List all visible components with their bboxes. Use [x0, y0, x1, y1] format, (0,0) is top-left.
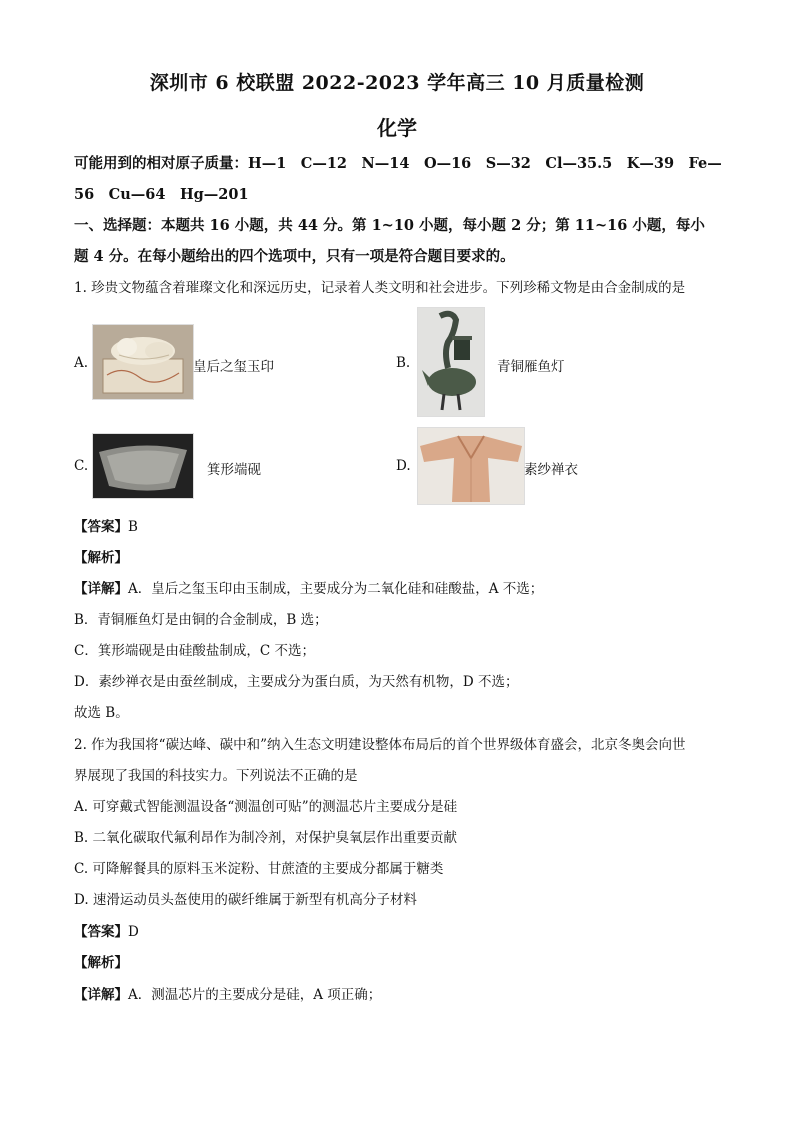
- q2-option-b: B. 二氧化碳取代氟利昂作为制冷剂，对保护臭氧层作出重要贡献: [74, 830, 458, 846]
- option-d-letter: D.: [396, 458, 411, 474]
- exam-title: 深圳市 6 校联盟 2022-2023 学年高三 10 月质量检测: [149, 72, 645, 94]
- option-d-label: 素纱禅衣: [524, 462, 578, 478]
- q2-answer-line: [74, 920, 734, 940]
- q2-explanation-a: [74, 983, 734, 1003]
- q2-option-d: D. 速滑运动员头盔使用的碳纤维属于新型有机高分子材料: [74, 892, 417, 908]
- q1-explanation-d: D．素纱禅衣是由蚕丝制成，主要成分为蛋白质，为天然有机物，D 不选；: [74, 674, 519, 690]
- q1-explanation-a-text: A．皇后之玺玉印由玉制成，主要成分为二氧化硅和硅酸盐，A 不选；: [128, 581, 544, 597]
- q1-explanation-a: [74, 577, 734, 597]
- q2-analysis-tag: 【解析】: [74, 955, 128, 971]
- q1-explanation-b: B．青铜雁鱼灯是由铜的合金制成，B 选；: [74, 612, 328, 628]
- section-heading-line-2: 题 4 分。在每小题给出的四个选项中，只有一项是符合题目要求的。: [74, 248, 515, 265]
- question-2-stem-2: 界展现了我国的科技实力。下列说法不正确的是: [74, 768, 358, 784]
- answer-tag: 【答案】: [74, 924, 128, 940]
- atomic-mass-line-2: 56 Cu—64 Hg—201: [74, 186, 249, 203]
- q1-answer-line: [74, 515, 734, 535]
- atomic-mass-line-1: 可能用到的相对原子质量：H—1 C—12 N—14 O—16 S—32 Cl—35.5 K—39 Fe—: [74, 155, 722, 172]
- option-b-label: 青铜雁鱼灯: [497, 359, 565, 375]
- answer-tag: 【答案】: [74, 519, 128, 535]
- q2-explanation-a-text: A．测温芯片的主要成分是硅，A 项正确；: [128, 987, 382, 1003]
- q1-explanation-c: C．箕形端砚是由硅酸盐制成，C 不选；: [74, 643, 315, 659]
- q1-answer-value: B: [128, 519, 138, 535]
- q2-answer-value: D: [128, 924, 139, 940]
- q1-conclusion: 故选 B。: [74, 705, 129, 721]
- subject-title: 化学: [377, 116, 417, 140]
- bronze-goose-lamp-image: [417, 307, 485, 417]
- option-a-letter: A.: [74, 355, 89, 371]
- jade-seal-image: [92, 324, 194, 400]
- q2-option-c: C. 可降解餐具的原料玉米淀粉、甘蔗渣的主要成分都属于糖类: [74, 861, 444, 877]
- question-1-stem: 1. 珍贵文物蕴含着璀璨文化和深远历史，记录着人类文明和社会进步。下列珍稀文物是由合金制成的是: [74, 280, 686, 296]
- option-c-label: 箕形端砚: [207, 462, 261, 478]
- option-b-letter: B.: [396, 355, 411, 371]
- q1-analysis-tag: 【解析】: [74, 550, 128, 566]
- section-heading-line-1: 一、选择题：本题共 16 小题，共 44 分。第 1~10 小题，每小题 2 分；第 11~16 小题，每小: [74, 217, 705, 234]
- detail-tag: 【详解】: [74, 987, 128, 1003]
- detail-tag: 【详解】: [74, 581, 128, 597]
- silk-robe-image: [417, 427, 525, 505]
- inkstone-image: [92, 433, 194, 499]
- question-2-stem-1: 2. 作为我国将“碳达峰、碳中和”纳入生态文明建设整体布局后的首个世界级体育盛会，北京冬奥会向世: [74, 737, 686, 753]
- option-a-label: 皇后之玺玉印: [193, 359, 274, 375]
- option-c-letter: C.: [74, 458, 89, 474]
- q2-option-a: A. 可穿戴式智能测温设备“测温创可贴”的测温芯片主要成分是硅: [74, 799, 458, 815]
